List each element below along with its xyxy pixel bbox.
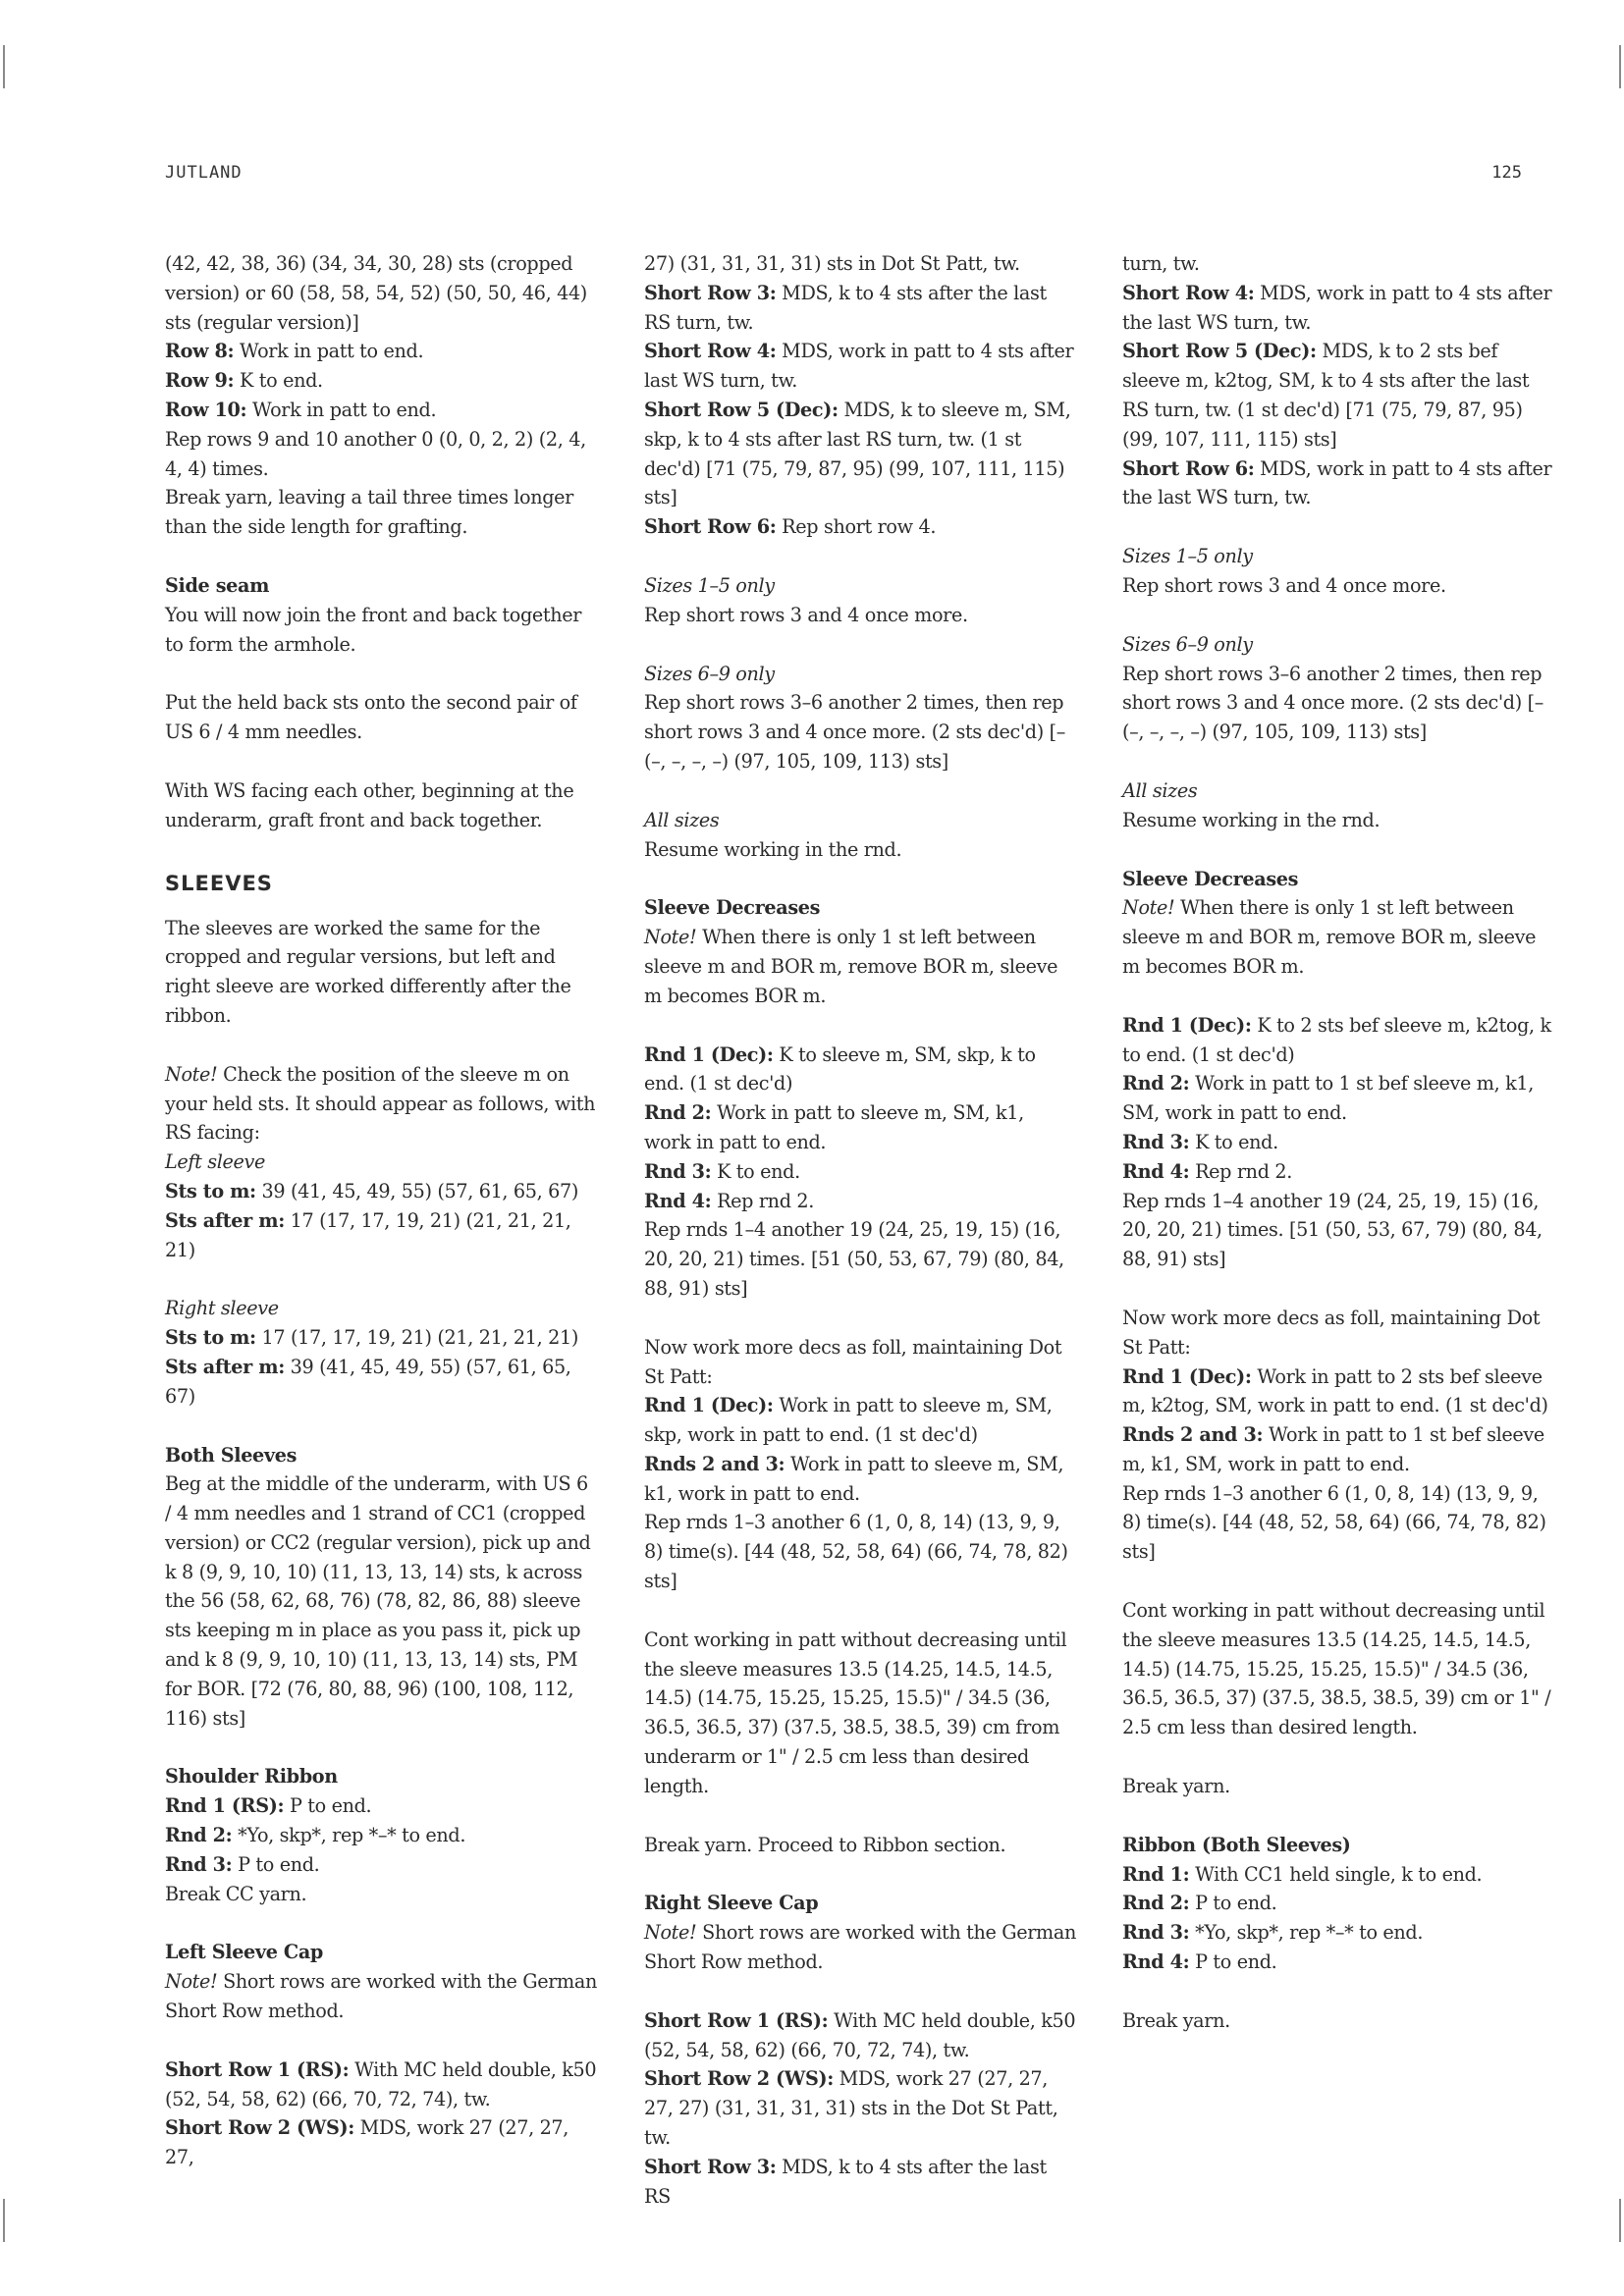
instruction-short-row-6 xyxy=(644,512,1076,542)
rnd-text: *Yo, skp*, rep *–* to end. xyxy=(1189,1921,1424,1945)
value: 39 (41, 45, 49, 55) (57, 61, 65, 67) xyxy=(165,1355,571,1408)
column-3 xyxy=(1122,249,1554,2036)
rnd-text: *Yo, skp*, rep *–* to end. xyxy=(232,1824,466,1847)
rnd-text: P to end. xyxy=(284,1794,372,1818)
note-label: Note! xyxy=(644,1921,697,1945)
note-text: When there is only 1 st left between sleeve m and BOR m, remove BOR m, sleeve m becomes BOR m. xyxy=(644,926,1058,1007)
rnd-label: Rnd 1 (RS): xyxy=(165,1794,285,1818)
page-number: 125 xyxy=(1491,163,1522,183)
rnd-label: Rnd 3: xyxy=(1122,1130,1190,1153)
rnd-text: Work in patt to sleeve m, SM, k1, work in patt to end. xyxy=(644,1452,1064,1505)
rnd-text: Work in patt to 1 st bef sleeve m, k1, SM, work in patt to end. xyxy=(1122,1072,1534,1125)
note-paragraph xyxy=(165,1060,597,1148)
row-text: MDS, work 27 (27, 27, 27, xyxy=(165,2116,569,2169)
paragraph: With WS facing each other, beginning at the underarm, graft front and back together. xyxy=(165,778,574,831)
rnd-text: P to end. xyxy=(1189,1950,1277,1974)
paragraph: Rep short rows 3–6 another 2 times, then rep short rows 3 and 4 once more. (2 sts dec'd) [– (–, –, –, –) (97, 105, 109, 113) sts] xyxy=(644,691,1066,773)
row-label: Short Row 2 (WS): xyxy=(644,2067,834,2091)
paragraph: Rep rnds 1–3 another 6 (1, 0, 8, 14) (13, 9, 9, 8) time(s). [44 (48, 52, 58, 64) (66, 74, 78, 82) sts] xyxy=(644,1511,1068,1593)
rnd-text: K to sleeve m, SM, skp, k to end. (1 st dec'd) xyxy=(644,1042,1036,1095)
row-text: MDS, k to 4 sts after the last RS turn, tw. xyxy=(644,281,1047,334)
column-1 xyxy=(165,249,597,2172)
row-label: Short Row 3: xyxy=(644,281,777,304)
shoulder-ribbon-heading: Shoulder Ribbon xyxy=(165,1765,338,1789)
instruction-short-row-1 xyxy=(165,2056,597,2114)
instruction-short-row-2 xyxy=(165,2113,597,2172)
sizes-6-9-subhead: Sizes 6–9 only xyxy=(644,662,775,685)
instruction-rnd-2 xyxy=(1122,1069,1554,1128)
instruction-rnd-3 xyxy=(1122,1128,1554,1157)
rnd-label: Rnd 4: xyxy=(1122,1159,1190,1183)
label: Sts to m: xyxy=(165,1326,256,1350)
rnd-text: Work in patt to sleeve m, SM, skp, work in patt to end. (1 st dec'd) xyxy=(644,1394,1053,1447)
rnd-text: K to end. xyxy=(711,1159,800,1183)
instruction-row-8 xyxy=(165,337,597,366)
sleeve-decreases-heading: Sleeve Decreases xyxy=(1122,867,1299,890)
side-seam-heading: Side seam xyxy=(165,573,270,597)
left-sleeve-cap-heading: Left Sleeve Cap xyxy=(165,1941,323,1964)
instruction-rnd-1 xyxy=(1122,1011,1554,1070)
rnd-label: Rnd 4: xyxy=(1122,1950,1190,1974)
right-sleeve-cap-heading: Right Sleeve Cap xyxy=(644,1892,819,1915)
note-text: When there is only 1 st left between sleeve m and BOR m, remove BOR m, sleeve m becomes BOR m. xyxy=(1122,896,1537,978)
row-label: Short Row 5 (Dec): xyxy=(644,398,839,421)
rnd-label: Rnd 1: xyxy=(1122,1862,1190,1886)
row-text: With MC held double, k50 (52, 54, 58, 62) (66, 70, 72, 74), tw. xyxy=(165,2057,597,2110)
paragraph: Cont working in patt without decreasing until the sleeve measures 13.5 (14.25, 14.5, 14.5, 14.5) (14.75, 15.25, 15.25, 15.5)" / 34.5 (36, 36.5, 36.5, 37) (37.5, 38.5, 38.5, 39) cm or 1" / 2.5 cm less than desired length. xyxy=(1122,1599,1551,1739)
left-sleeve-subhead: Left sleeve xyxy=(165,1150,266,1174)
rnd-text: Work in patt to 2 sts bef sleeve m, k2tog, SM, work in patt to end. (1 st dec'd) xyxy=(1122,1364,1548,1417)
sleeve-decreases-heading: Sleeve Decreases xyxy=(644,896,821,920)
paragraph: Now work more decs as foll, maintaining Dot St Patt: xyxy=(1122,1306,1541,1359)
instruction-rnd-3 xyxy=(165,1850,597,1880)
note-paragraph xyxy=(1122,893,1554,981)
instruction-rnd-1 xyxy=(644,1041,1076,1099)
row-label: Row 9: xyxy=(165,369,235,393)
instruction-row-9 xyxy=(165,366,597,396)
note-label: Note! xyxy=(1122,896,1175,920)
paragraph: Break CC yarn. xyxy=(165,1882,307,1905)
rnd-label: Rnd 2: xyxy=(1122,1072,1190,1095)
rnd-label: Rnd 3: xyxy=(1122,1921,1190,1945)
instruction-rnd-2 xyxy=(165,1821,597,1850)
rnd-text: P to end. xyxy=(232,1852,320,1876)
note-paragraph xyxy=(165,1967,597,2026)
note-paragraph xyxy=(644,1918,1076,1977)
ribbon-heading: Ribbon (Both Sleeves) xyxy=(1122,1833,1351,1856)
instruction-rnd-3 xyxy=(1122,1918,1554,1948)
instruction-row-10 xyxy=(165,396,597,425)
paragraph: Rep rnds 1–3 another 6 (1, 0, 8, 14) (13, 9, 9, 8) time(s). [44 (48, 52, 58, 64) (66, 74, 78, 82) sts] xyxy=(1122,1481,1546,1564)
paragraph: 27) (31, 31, 31, 31) sts in Dot St Patt, tw. xyxy=(644,252,1020,275)
rnd-text: Work in patt to sleeve m, SM, k1, work in patt to end. xyxy=(644,1101,1024,1153)
note-label: Note! xyxy=(165,1062,218,1086)
rnd-label: Rnd 1 (Dec): xyxy=(1122,1364,1252,1388)
value: 17 (17, 17, 19, 21) (21, 21, 21, 21) xyxy=(165,1208,571,1261)
paragraph: Rep short rows 3–6 another 2 times, then rep short rows 3 and 4 once more. (2 sts dec'd) [– (–, –, –, –) (97, 105, 109, 113) sts] xyxy=(1122,662,1544,744)
rnd-label: Rnd 3: xyxy=(644,1159,712,1183)
row-label: Row 10: xyxy=(165,398,247,421)
instruction-rnd-2 xyxy=(644,1098,1076,1157)
paragraph: Rep rnds 1–4 another 19 (24, 25, 19, 15) (16, 20, 20, 21) times. [51 (50, 53, 67, 79) (80, 84, 88, 91) sts] xyxy=(1122,1189,1543,1271)
sizes-1-5-subhead: Sizes 1–5 only xyxy=(1122,545,1253,568)
row-text: MDS, work in patt to 4 sts after last WS turn, tw. xyxy=(644,340,1074,393)
instruction-rnd-1-dec xyxy=(644,1391,1076,1450)
running-head: JUTLAND xyxy=(165,163,243,183)
paragraph: Break yarn. xyxy=(1122,2008,1230,2032)
instruction-rnd-1-dec xyxy=(1122,1362,1554,1421)
paragraph: Now work more decs as foll, maintaining Dot St Patt: xyxy=(644,1335,1062,1388)
paragraph: Beg at the middle of the underarm, with US 6 / 4 mm needles and 1 strand of CC1 (cropped version) or CC2 (regular version), pick up and k 8 (9, 9, 10, 10) (11, 13, 13, 14) sts, k across the 56 (58, 62, 68, 76) (78, 82, 86, 88) sleeve sts keeping m in place as you pass it, pick up and k 8 (9, 9, 10, 10) (11, 13, 13, 14) sts, PM for BOR. [72 (76, 80, 88, 96) (100, 108, 112, 116) sts] xyxy=(165,1472,591,1730)
paragraph: You will now join the front and back together to form the armhole. xyxy=(165,603,582,656)
left-sts-to-m xyxy=(165,1177,597,1206)
paragraph: The sleeves are worked the same for the cropped and regular versions, but left and right sleeve are worked differently after the ribbon. xyxy=(165,916,571,1027)
crop-mark-bottom-left xyxy=(3,2199,5,2242)
value: 39 (41, 45, 49, 55) (57, 61, 65, 67) xyxy=(255,1179,578,1202)
label: Sts to m: xyxy=(165,1179,256,1202)
instruction-rnds-2-3 xyxy=(644,1450,1076,1509)
rnd-label: Rnd 3: xyxy=(165,1852,233,1876)
right-sts-to-m xyxy=(165,1323,597,1353)
instruction-short-row-3 xyxy=(644,2153,1076,2212)
row-text: Rep short row 4. xyxy=(776,515,937,539)
paragraph: (42, 42, 38, 36) (34, 34, 30, 28) sts (cropped version) or 60 (58, 58, 54, 52) (50, 50, 46, 44) sts (regular version)] xyxy=(165,252,587,334)
row-text: MDS, work 27 (27, 27, 27, 27) (31, 31, 31, 31) sts in the Dot St Patt, tw. xyxy=(644,2067,1058,2150)
instruction-rnd-1 xyxy=(1122,1860,1554,1890)
row-label: Short Row 6: xyxy=(1122,456,1255,480)
row-label: Short Row 1 (RS): xyxy=(165,2057,350,2081)
row-label: Short Row 5 (Dec): xyxy=(1122,340,1317,363)
all-sizes-subhead: All sizes xyxy=(1122,778,1198,802)
instruction-short-row-5 xyxy=(1122,337,1554,454)
rnd-label: Rnd 1 (Dec): xyxy=(644,1042,774,1066)
right-sleeve-subhead: Right sleeve xyxy=(165,1297,279,1320)
row-text: MDS, k to sleeve m, SM, skp, k to 4 sts after last RS turn, tw. (1 st dec'd) [71 (75, 79, 87, 95) (99, 107, 111, 115) sts] xyxy=(644,398,1071,509)
row-label: Row 8: xyxy=(165,340,235,363)
row-label: Short Row 3: xyxy=(644,2155,777,2178)
rnd-label: Rnd 1 (Dec): xyxy=(644,1394,774,1417)
rnd-label: Rnd 2: xyxy=(165,1824,233,1847)
instruction-rnd-2 xyxy=(1122,1889,1554,1918)
paragraph: Resume working in the rnd. xyxy=(1122,808,1380,831)
instruction-short-row-2 xyxy=(644,2064,1076,2152)
row-text: K to end. xyxy=(234,369,323,393)
right-sts-after-m xyxy=(165,1353,597,1412)
instruction-short-row-5 xyxy=(644,396,1076,512)
note-label: Note! xyxy=(165,1970,218,1994)
row-text: Work in patt to end. xyxy=(234,340,424,363)
paragraph: Break yarn, leaving a tail three times longer than the side length for grafting. xyxy=(165,486,574,539)
rnd-label: Rnd 2: xyxy=(1122,1892,1190,1915)
rnd-label: Rnd 2: xyxy=(644,1101,712,1125)
crop-mark-top-left xyxy=(3,45,5,88)
row-label: Short Row 4: xyxy=(644,340,777,363)
paragraph: turn, tw. xyxy=(1122,252,1200,275)
row-text: MDS, k to 4 sts after the last RS xyxy=(644,2155,1047,2208)
rnd-text: With CC1 held single, k to end. xyxy=(1189,1862,1483,1886)
paragraph: Resume working in the rnd. xyxy=(644,837,902,861)
paragraph: Rep rnds 1–4 another 19 (24, 25, 19, 15) (16, 20, 20, 21) times. [51 (50, 53, 67, 79) (80, 84, 88, 91) sts] xyxy=(644,1218,1064,1300)
instruction-rnds-2-3 xyxy=(1122,1420,1554,1479)
row-label: Short Row 4: xyxy=(1122,281,1255,304)
instruction-short-row-3 xyxy=(644,279,1076,338)
note-label: Note! xyxy=(644,926,697,949)
row-label: Short Row 1 (RS): xyxy=(644,2008,829,2032)
row-text: Work in patt to end. xyxy=(246,398,437,421)
note-paragraph xyxy=(644,923,1076,1010)
paragraph: Break yarn. xyxy=(1122,1775,1230,1798)
all-sizes-subhead: All sizes xyxy=(644,808,720,831)
sizes-1-5-subhead: Sizes 1–5 only xyxy=(644,573,775,597)
instruction-rnd-4 xyxy=(1122,1948,1554,1977)
column-2 xyxy=(644,249,1076,2211)
instruction-short-row-4 xyxy=(1122,279,1554,338)
row-text: MDS, work in patt to 4 sts after the last WS turn, tw. xyxy=(1122,456,1552,509)
paragraph: Rep short rows 3 and 4 once more. xyxy=(1122,573,1446,597)
left-sts-after-m xyxy=(165,1206,597,1265)
instruction-rnd-4 xyxy=(644,1187,1076,1216)
rnd-text: P to end. xyxy=(1189,1892,1277,1915)
both-sleeves-heading: Both Sleeves xyxy=(165,1443,298,1467)
crop-mark-top-right xyxy=(1619,45,1621,88)
rnd-label: Rnds 2 and 3: xyxy=(1122,1423,1264,1447)
instruction-rnd-1 xyxy=(165,1791,597,1821)
sleeves-heading: SLEEVES xyxy=(165,871,273,895)
label: Sts after m: xyxy=(165,1355,285,1378)
note-text: Short rows are worked with the German Short Row method. xyxy=(165,1970,597,2023)
note-text: Short rows are worked with the German Short Row method. xyxy=(644,1921,1076,1974)
row-label: Short Row 2 (WS): xyxy=(165,2116,354,2140)
row-text: MDS, work in patt to 4 sts after the last WS turn, tw. xyxy=(1122,281,1552,334)
rnd-text: K to end. xyxy=(1189,1130,1278,1153)
paragraph: Put the held back sts onto the second pair of US 6 / 4 mm needles. xyxy=(165,691,577,744)
note-text: Check the position of the sleeve m on your held sts. It should appear as follows, with RS facing: xyxy=(165,1062,596,1145)
paragraph: Cont working in patt without decreasing until the sleeve measures 13.5 (14.25, 14.5, 14.5, 14.5) (14.75, 15.25, 15.25, 15.5)" / 34.5 (36, 36.5, 36.5, 37) (37.5, 38.5, 38.5, 39) cm from underarm or 1" / 2.5 cm less than desired length. xyxy=(644,1628,1067,1797)
instruction-rnd-4 xyxy=(1122,1157,1554,1187)
row-text: MDS, k to 2 sts bef sleeve m, k2tog, SM, k to 4 sts after the last RS turn, tw. (1 st dec'd) [71 (75, 79, 87, 95) (99, 107, 111, 115) sts] xyxy=(1122,340,1530,451)
rnd-label: Rnd 4: xyxy=(644,1189,712,1212)
value: 17 (17, 17, 19, 21) (21, 21, 21, 21) xyxy=(255,1326,578,1350)
paragraph: Break yarn. Proceed to Ribbon section. xyxy=(644,1833,1006,1856)
row-text: With MC held double, k50 (52, 54, 58, 62) (66, 70, 72, 74), tw. xyxy=(644,2008,1076,2061)
rnd-text: K to 2 sts bef sleeve m, k2tog, k to end. (1 st dec'd) xyxy=(1122,1013,1551,1066)
instruction-short-row-1 xyxy=(644,2006,1076,2065)
rnd-label: Rnds 2 and 3: xyxy=(644,1452,785,1475)
paragraph: Rep short rows 3 and 4 once more. xyxy=(644,603,968,626)
instruction-short-row-4 xyxy=(644,337,1076,396)
label: Sts after m: xyxy=(165,1208,285,1232)
rnd-label: Rnd 1 (Dec): xyxy=(1122,1013,1252,1037)
crop-mark-bottom-right xyxy=(1619,2199,1621,2242)
rnd-text: Work in patt to 1 st bef sleeve m, k1, SM, work in patt to end. xyxy=(1122,1423,1544,1475)
instruction-rnd-3 xyxy=(644,1157,1076,1187)
sizes-6-9-subhead: Sizes 6–9 only xyxy=(1122,632,1253,656)
instruction-short-row-6 xyxy=(1122,454,1554,513)
row-label: Short Row 6: xyxy=(644,515,777,539)
rnd-text: Rep rnd 2. xyxy=(711,1189,814,1212)
paragraph: Rep rows 9 and 10 another 0 (0, 0, 2, 2) (2, 4, 4, 4) times. xyxy=(165,427,586,480)
rnd-text: Rep rnd 2. xyxy=(1189,1159,1292,1183)
